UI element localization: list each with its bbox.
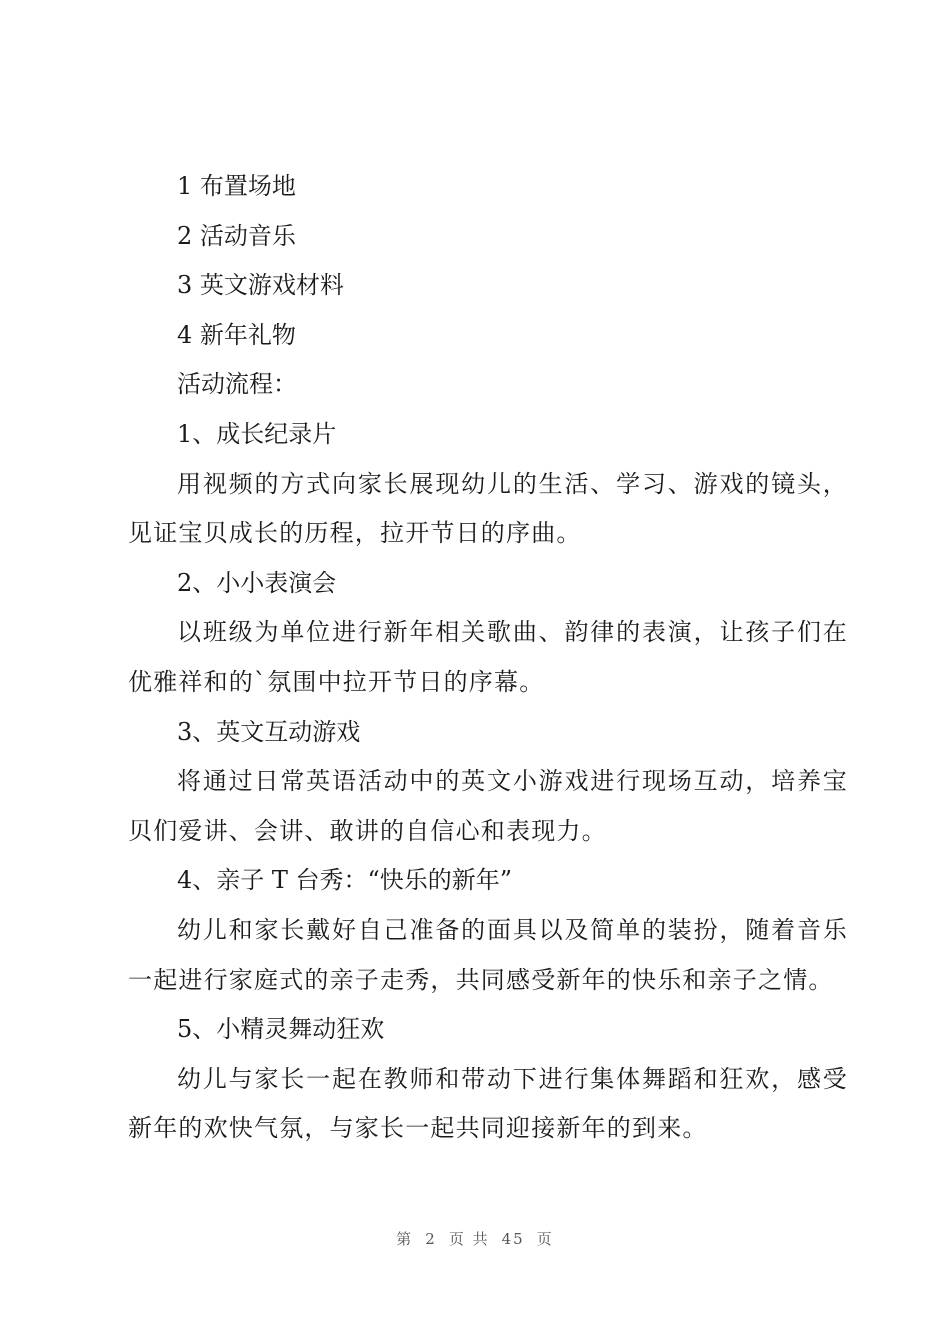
section-title: 1、成长纪录片 <box>177 419 337 448</box>
section-title: 2、小小表演会 <box>177 568 337 597</box>
document-body <box>128 162 848 1154</box>
section-body: 用视频的方式向家长展现幼儿的生活、学习、游戏的镜头，见证宝贝成长的历程，拉开节日的序曲。 <box>128 469 848 548</box>
section-body: 幼儿与家长一起在教师和带动下进行集体舞蹈和狂欢，感受新年的欢快气氛，与家长一起共同迎接新年的到来。 <box>128 1064 848 1143</box>
section-title: 3、英文互动游戏 <box>177 717 361 746</box>
section-title: 4、亲子 T 台秀：“快乐的新年” <box>177 866 513 895</box>
page-footer <box>0 1228 950 1249</box>
flow-heading: 活动流程： <box>177 370 297 399</box>
current-page-number: 2 <box>425 1230 437 1248</box>
footer-label-page: 第 <box>396 1230 414 1248</box>
material-item: 1 布置场地 <box>177 172 296 200</box>
section-body: 幼儿和家长戴好自己准备的面具以及简单的装扮，随着音乐一起进行家庭式的亲子走秀，共同感受新年的快乐和亲子之情。 <box>128 915 848 994</box>
section-body: 将通过日常英语活动中的英文小游戏进行现场互动，培养宝贝们爱讲、会讲、敢讲的自信心和表现力。 <box>128 767 848 845</box>
material-item: 2 活动音乐 <box>177 221 296 250</box>
material-item: 4 新年礼物 <box>177 320 296 349</box>
section-body: 以班级为单位进行新年相关歌曲、韵律的表演，让孩子们在优雅祥和的`氛围中拉开节日的序幕。 <box>128 618 848 696</box>
footer-label-of: 页 共 <box>448 1230 490 1248</box>
footer-label-pages: 页 <box>536 1230 554 1248</box>
total-pages-number: 45 <box>501 1230 525 1248</box>
material-item: 3 英文游戏材料 <box>177 271 344 300</box>
section-title: 5、小精灵舞动狂欢 <box>177 1015 385 1044</box>
